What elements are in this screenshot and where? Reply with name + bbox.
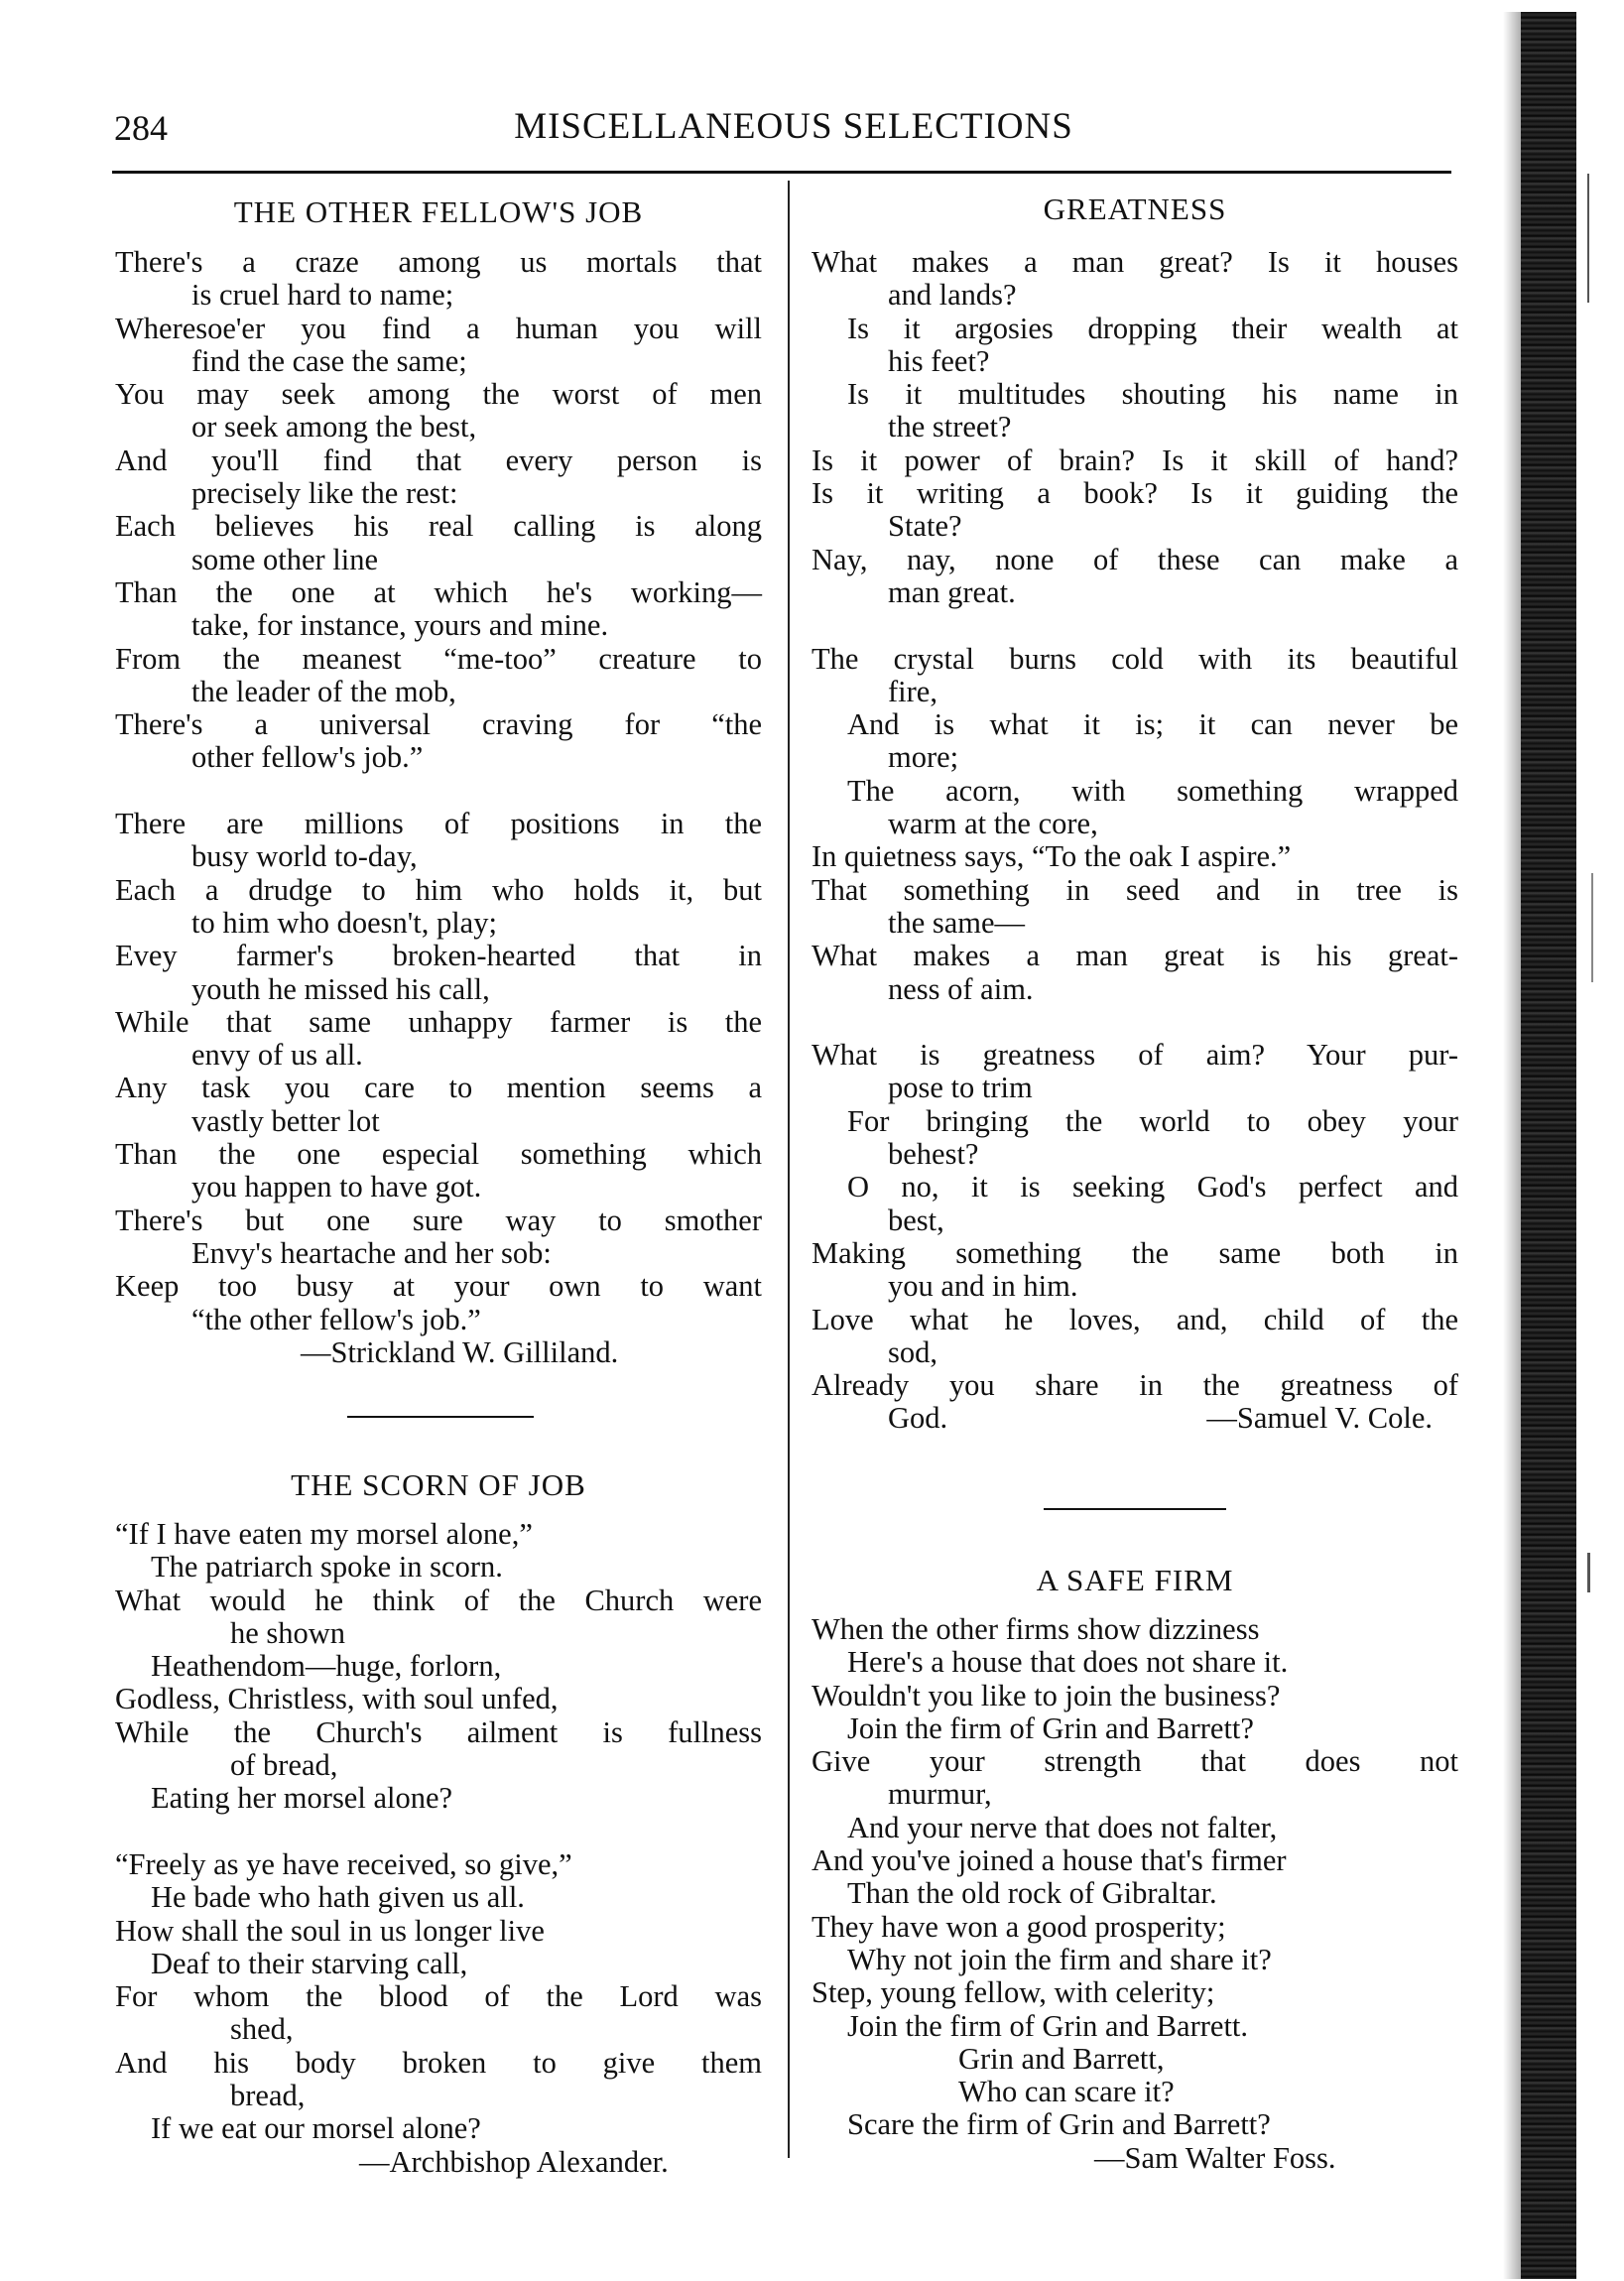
verse-text: Give your strength that does not	[812, 1744, 1458, 1779]
verse-text: Evey farmer's broken-hearted that in	[115, 939, 762, 973]
verse-text: Each believes his real calling is along	[115, 509, 762, 544]
verse-text: While that same unhappy farmer is the	[115, 1004, 762, 1039]
verse-text: more;	[888, 740, 959, 775]
verse-text: “the other fellow's job.”	[191, 1302, 481, 1336]
verse-text: Than the old rock of Gibraltar.	[847, 1876, 1217, 1911]
verse-line	[812, 378, 1458, 411]
verse-line	[115, 2080, 762, 2112]
verse-text: Is it power of brain? Is it skill of hand?	[812, 443, 1458, 477]
poem-title-other-fellows-job: THE OTHER FELLOW'S JOB	[233, 194, 644, 229]
verse-line	[115, 345, 762, 378]
verse-line	[812, 1336, 1458, 1369]
verse-line	[812, 741, 1458, 774]
verse-text: There are millions of positions in the	[115, 807, 762, 841]
page-number: 284	[114, 108, 168, 148]
verse-text: of bread,	[230, 1748, 338, 1783]
verse-line	[812, 345, 1458, 378]
scan-mark	[1587, 174, 1589, 303]
verse-text: What makes a man great is his great-	[812, 939, 1458, 973]
verse-line	[812, 1105, 1458, 1138]
verse-text: —Archbishop Alexander.	[359, 2144, 669, 2179]
verse-text: Join the firm of Grin and Barrett?	[847, 1711, 1254, 1745]
verse-line	[812, 808, 1458, 840]
verse-text: Is it writing a book? Is it guiding the	[812, 476, 1458, 511]
verse-text: bread,	[230, 2079, 306, 2113]
verse-text: Deaf to their starving call,	[151, 1946, 468, 1980]
verse-text: The acorn, with something wrapped	[847, 773, 1458, 808]
verse-text: Making something the same both in	[812, 1235, 1458, 1270]
verse-line	[115, 1006, 762, 1039]
verse-line	[115, 940, 762, 972]
verse-text: the street?	[888, 410, 1012, 444]
verse-line	[115, 1782, 762, 1815]
book-edge-scan	[1521, 12, 1576, 2279]
verse-line	[812, 411, 1458, 444]
verse-line	[115, 643, 762, 676]
attribution: —Samuel V. Cole.	[1206, 1401, 1433, 1436]
attribution	[115, 1336, 762, 1369]
verse-text: fire,	[888, 674, 937, 708]
verse-line	[812, 973, 1458, 1006]
verse-text: Each a drudge to him who holds it, but	[115, 872, 762, 907]
scan-mark	[1591, 873, 1593, 982]
verse-text: While the Church's ailment is fullness	[115, 1714, 762, 1749]
verse-line	[812, 1976, 1458, 2009]
verse-text: vastly better lot	[191, 1103, 380, 1138]
verse-text: find the case the same;	[191, 343, 467, 378]
verse-line	[812, 1204, 1458, 1237]
verse-text: some other line	[191, 542, 379, 576]
verse-line	[115, 1551, 762, 1584]
verse-line	[115, 1617, 762, 1650]
verse-line	[115, 1072, 762, 1104]
verse-text: Already you share in the greatness of	[812, 1368, 1458, 1403]
verse-text: youth he missed his call,	[191, 971, 490, 1006]
verse-line	[115, 1039, 762, 1072]
verse-line	[115, 1105, 762, 1138]
verse-line	[812, 1911, 1458, 1944]
verse-text: And you've joined a house that's firmer	[812, 1843, 1287, 1878]
verse-text: What is greatness of aim? Your pur-	[812, 1038, 1458, 1073]
verse-line	[115, 840, 762, 873]
verse-text: Scare the firm of Grin and Barrett?	[847, 2107, 1271, 2142]
verse-line	[115, 313, 762, 345]
verse-text: the leader of the mob,	[191, 674, 456, 708]
verse-text: sod,	[888, 1334, 937, 1369]
poem-title-safe-firm: A SAFE FIRM	[1036, 1563, 1234, 1597]
verse-line	[115, 444, 762, 477]
verse-line	[115, 2013, 762, 2046]
verse-line	[115, 676, 762, 708]
verse-text: take, for instance, yours and mine.	[191, 608, 609, 643]
verse-text: Here's a house that does not share it.	[847, 1645, 1289, 1680]
verse-text: Is it multitudes shouting his name in	[847, 377, 1458, 412]
verse-text: precisely like the rest:	[191, 476, 458, 511]
verse-line	[812, 2108, 1458, 2141]
poem-title-greatness: GREATNESS	[1043, 191, 1227, 226]
verse-line	[812, 1039, 1458, 1072]
verse-line	[115, 741, 762, 774]
verse-text: best,	[888, 1203, 944, 1237]
verse-text: Wouldn't you like to join the business?	[812, 1678, 1281, 1712]
verse-line	[115, 1980, 762, 2013]
verse-text: State?	[888, 509, 962, 544]
stanza-break	[812, 609, 1458, 642]
verse-line	[812, 1844, 1458, 1877]
verse-text: Who can scare it?	[958, 2075, 1175, 2109]
scan-shadow	[1503, 12, 1523, 2279]
verse-text: envy of us all.	[191, 1038, 363, 1073]
verse-text: When the other firms show dizziness	[812, 1612, 1260, 1646]
verse-text: For bringing the world to obey your	[847, 1103, 1458, 1138]
verse-text: What would he think of the Church were	[115, 1583, 762, 1617]
verse-line	[115, 510, 762, 543]
verse-text: And his body broken to give them	[115, 2045, 762, 2080]
verse-line	[812, 840, 1458, 873]
verse-line	[812, 313, 1458, 345]
verse-text: the same—	[888, 905, 1026, 940]
verse-text: and lands?	[888, 278, 1017, 313]
verse-text: —Sam Walter Foss.	[1094, 2140, 1336, 2175]
verse-line	[115, 708, 762, 741]
verse-line	[812, 1237, 1458, 1270]
verse-line	[115, 808, 762, 840]
verse-text: The crystal burns cold with its beautiful	[812, 641, 1458, 676]
verse-line	[812, 444, 1458, 477]
verse-text: If we eat our morsel alone?	[151, 2111, 481, 2146]
verse-line	[115, 1948, 762, 1980]
verse-line	[115, 1204, 762, 1237]
verse-text: shed,	[230, 2012, 294, 2047]
verse-line	[812, 1369, 1458, 1402]
verse-line	[812, 1778, 1458, 1811]
verse-line	[812, 544, 1458, 576]
verse-text: How shall the soul in us longer live	[115, 1913, 545, 1948]
scan-mark	[1587, 1553, 1590, 1592]
verse-line	[115, 378, 762, 411]
attribution	[812, 2142, 1458, 2175]
verse-text: And your nerve that does not falter,	[847, 1810, 1278, 1844]
verse-line	[812, 1138, 1458, 1171]
verse-text: “If I have eaten my morsel alone,”	[115, 1517, 533, 1551]
verse-line	[115, 2112, 762, 2145]
verse-text: Nay, nay, none of these can make a	[812, 542, 1458, 576]
verse-line	[115, 544, 762, 576]
verse-text: man great.	[888, 574, 1016, 609]
verse-line	[812, 477, 1458, 510]
verse-text: Any task you care to mention seems a	[115, 1071, 762, 1105]
verse-line	[812, 1877, 1458, 1910]
verse-line	[115, 1584, 762, 1617]
verse-text: What makes a man great? Is it houses	[812, 245, 1458, 279]
verse-text: They have won a good prosperity;	[812, 1909, 1226, 1944]
verse-line	[115, 1683, 762, 1715]
verse-text: There's a craze among us mortals that	[115, 245, 762, 279]
verse-line	[812, 1944, 1458, 1976]
verse-line	[812, 1680, 1458, 1712]
verse-line	[115, 477, 762, 510]
verse-text: Heathendom—huge, forlorn,	[151, 1649, 502, 1684]
verse-line	[115, 1915, 762, 1948]
verse-text: you happen to have got.	[191, 1170, 482, 1204]
verse-text: And is what it is; it can never be	[847, 707, 1458, 742]
verse-text: murmur,	[888, 1777, 992, 1812]
verse-line	[115, 2047, 762, 2080]
verse-line	[812, 2076, 1458, 2108]
verse-text: to him who doesn't, play;	[191, 905, 497, 940]
verse-text: Is it argosies dropping their wealth at	[847, 311, 1458, 345]
verse-text: Than the one especial something which	[115, 1137, 762, 1172]
verse-line	[115, 1848, 762, 1881]
verse-text: That something in seed and in tree is	[812, 872, 1458, 907]
verse-text: —Strickland W. Gilliland.	[301, 1334, 619, 1369]
verse-text: behest?	[888, 1137, 979, 1172]
verse-line	[812, 708, 1458, 741]
poem-other-fellows-job	[115, 246, 762, 1369]
verse-line	[115, 1270, 762, 1303]
verse-line	[115, 973, 762, 1006]
verse-line	[812, 1812, 1458, 1844]
verse-line	[115, 907, 762, 940]
verse-text: There's a universal craving for “the	[115, 707, 762, 742]
verse-text: his feet?	[888, 343, 990, 378]
verse-line	[812, 643, 1458, 676]
verse-text: He bade who hath given us all.	[151, 1880, 525, 1915]
verse-line	[115, 1304, 762, 1336]
section-rule	[1044, 1508, 1226, 1510]
verse-text: Step, young fellow, with celerity;	[812, 1975, 1215, 2010]
verse-line	[812, 1646, 1458, 1679]
verse-line	[115, 1749, 762, 1782]
verse-text: warm at the core,	[888, 807, 1098, 841]
verse-text: you and in him.	[888, 1269, 1078, 1304]
verse-line	[812, 676, 1458, 708]
stanza-break	[115, 1816, 762, 1848]
column-divider	[788, 181, 790, 2158]
stanza-break	[115, 775, 762, 808]
verse-text: God.	[888, 1401, 948, 1436]
verse-line	[115, 1237, 762, 1270]
verse-line	[812, 907, 1458, 940]
verse-text: You may seek among the worst of men	[115, 377, 762, 412]
verse-text: Keep too busy at your own to want	[115, 1269, 762, 1304]
verse-text: pose to trim	[888, 1071, 1033, 1105]
verse-text: is cruel hard to name;	[191, 278, 454, 313]
stanza-break	[812, 1006, 1458, 1039]
verse-text: Eating her morsel alone?	[151, 1781, 453, 1816]
attribution	[115, 2146, 762, 2179]
verse-line	[812, 1171, 1458, 1204]
verse-text: Godless, Christless, with soul unfed,	[115, 1682, 559, 1716]
verse-line	[115, 609, 762, 642]
verse-line	[812, 576, 1458, 609]
verse-line	[115, 1171, 762, 1204]
verse-line	[812, 2043, 1458, 2076]
poem-scorn-of-job	[115, 1518, 762, 2179]
poem-safe-firm	[812, 1613, 1458, 2175]
verse-line	[812, 1072, 1458, 1104]
verse-line	[812, 940, 1458, 972]
verse-text: “Freely as ye have received, so give,”	[115, 1846, 572, 1881]
verse-text: Than the one at which he's working—	[115, 574, 762, 609]
verse-text: Love what he loves, and, child of the	[812, 1302, 1458, 1336]
verse-text: Wheresoe'er you find a human you will	[115, 311, 762, 345]
verse-line	[115, 874, 762, 907]
verse-text: he shown	[230, 1615, 346, 1650]
verse-text: From the meanest “me-too” creature to	[115, 641, 762, 676]
verse-text: Grin and Barrett,	[958, 2041, 1165, 2076]
verse-text: ness of aim.	[888, 971, 1034, 1006]
header-rule	[112, 171, 1451, 174]
verse-line	[812, 1402, 1458, 1435]
verse-line	[115, 1650, 762, 1683]
verse-text: And you'll find that every person is	[115, 443, 762, 477]
poem-title-scorn-of-job: THE SCORN OF JOB	[291, 1467, 586, 1502]
verse-line	[812, 2010, 1458, 2043]
section-rule	[347, 1416, 534, 1418]
verse-text: There's but one sure way to smother	[115, 1203, 762, 1237]
verse-line	[812, 279, 1458, 312]
running-head: MISCELLANEOUS SELECTIONS	[514, 106, 1073, 147]
verse-line	[812, 1304, 1458, 1336]
verse-line	[812, 1613, 1458, 1646]
verse-line	[115, 411, 762, 444]
verse-text: other fellow's job.”	[191, 740, 424, 775]
verse-text: Envy's heartache and her sob:	[191, 1235, 552, 1270]
verse-line	[115, 1716, 762, 1749]
verse-line	[812, 246, 1458, 279]
verse-line	[812, 1712, 1458, 1745]
verse-text: Join the firm of Grin and Barrett.	[847, 2008, 1249, 2043]
verse-line	[812, 510, 1458, 543]
verse-line	[115, 246, 762, 279]
verse-line	[115, 1138, 762, 1171]
verse-line	[115, 576, 762, 609]
verse-line	[812, 1745, 1458, 1778]
verse-line	[812, 874, 1458, 907]
verse-line	[812, 775, 1458, 808]
verse-text: In quietness says, “To the oak I aspire.”	[812, 839, 1292, 874]
verse-line	[812, 1270, 1458, 1303]
verse-text: or seek among the best,	[191, 410, 477, 444]
verse-text: For whom the blood of the Lord was	[115, 1979, 762, 2014]
verse-text: Why not join the firm and share it?	[847, 1942, 1272, 1976]
verse-text: busy world to-day,	[191, 839, 418, 874]
verse-line	[115, 1518, 762, 1551]
verse-text: The patriarch spoke in scorn.	[151, 1550, 503, 1584]
verse-line	[115, 1881, 762, 1914]
poem-greatness	[812, 246, 1458, 1436]
verse-line	[115, 279, 762, 312]
verse-text: O no, it is seeking God's perfect and	[847, 1170, 1458, 1204]
